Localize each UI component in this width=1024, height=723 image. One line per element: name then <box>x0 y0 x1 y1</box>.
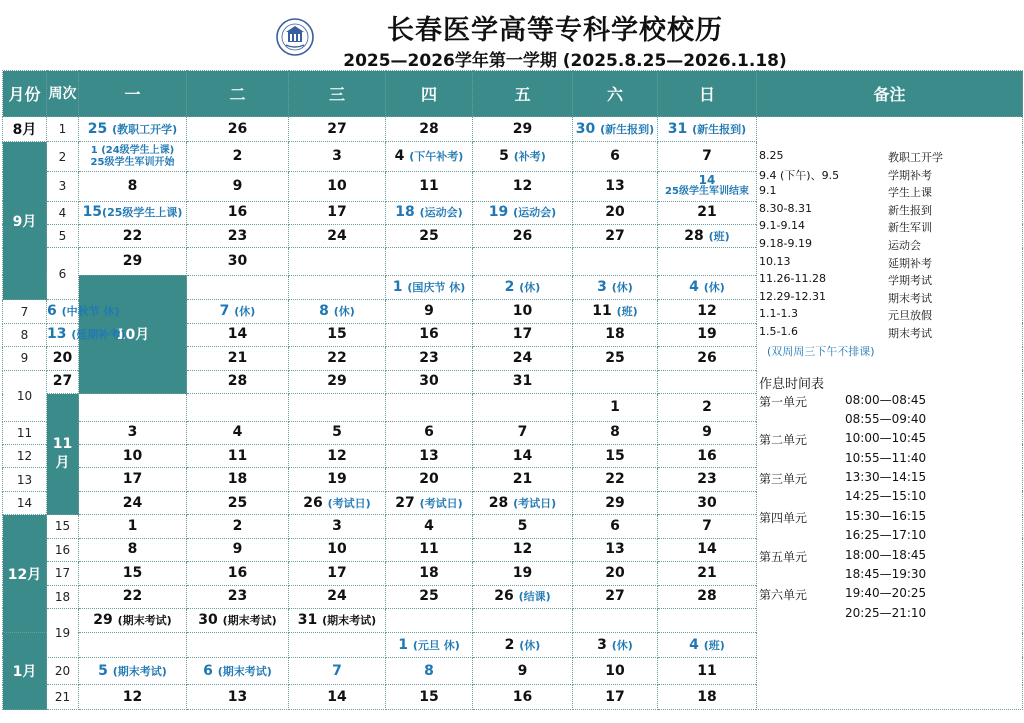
date-cell: 4 (下午补考) <box>386 142 473 172</box>
date-cell: 17 <box>79 468 187 491</box>
date-cell: 5 (补考) <box>473 142 573 172</box>
date-cell: 31 (新生报到) <box>658 117 757 142</box>
remark-item: 1.1-1.3 元旦放假 <box>759 307 932 323</box>
date-cell: 13 <box>386 444 473 467</box>
notes-header: 备注 <box>757 71 1023 117</box>
date-cell: 5 <box>289 421 386 444</box>
date-cell: 3 <box>289 515 386 538</box>
date-cell: 15 <box>386 685 473 710</box>
date-cell: 26 <box>187 117 289 142</box>
schedule-row: 第五单元 18:00—18:45 <box>759 547 927 564</box>
week-number: 5 <box>47 224 79 247</box>
schedule-row: 第四单元 15:30—16:15 <box>759 508 927 525</box>
schedule-row: 第二单元 10:00—10:45 <box>759 431 927 448</box>
week-number: 6 <box>47 248 79 300</box>
date-cell: 11 <box>386 172 473 202</box>
date-cell: 15(25级学生上课) <box>79 201 187 224</box>
month-jan: 1月 <box>3 633 47 710</box>
date-cell: 28 (班) <box>658 224 757 247</box>
sat-header: 六 <box>573 71 658 117</box>
week-number: 9 <box>3 347 47 370</box>
empty-cell <box>289 394 386 422</box>
date-cell: 27 (考试日) <box>386 491 473 514</box>
sun-header: 日 <box>658 71 757 117</box>
empty-cell <box>386 608 473 632</box>
date-cell: 25 <box>386 585 473 608</box>
date-cell: 19 <box>658 323 757 346</box>
date-cell: 16 <box>473 685 573 710</box>
date-cell: 31 <box>473 370 573 393</box>
week-number: 8 <box>3 323 47 346</box>
date-cell: 1 (元旦 休) <box>386 633 473 657</box>
date-cell: 3 (休) <box>573 633 658 657</box>
date-cell: 18 <box>573 323 658 346</box>
header <box>0 0 1024 70</box>
week-number: 17 <box>47 562 79 585</box>
date-cell: 6 (中秋节 休) <box>47 300 79 323</box>
date-cell: 12 <box>658 300 757 323</box>
date-cell: 17 <box>473 323 573 346</box>
schedule-title: 作息时间表 <box>759 376 825 392</box>
date-cell: 29 <box>289 370 386 393</box>
date-cell: 2 (休) <box>473 633 573 657</box>
schedule-row: 第一单元 08:00—08:45 <box>759 392 927 409</box>
week-number: 1 <box>47 117 79 142</box>
week-number: 15 <box>47 515 79 538</box>
page-title: 长春医学高等专科学校校历 <box>387 15 723 46</box>
date-cell: 30 (期末考试) <box>187 608 289 632</box>
date-cell: 13 <box>187 685 289 710</box>
date-cell: 29 <box>473 117 573 142</box>
remark-item: 10.13 延期补考 <box>759 254 932 270</box>
date-cell: 29 <box>573 491 658 514</box>
date-cell: 1 <box>79 515 187 538</box>
calendar-table <box>2 70 1023 710</box>
schedule-row: 20:25—21:10 <box>845 605 927 620</box>
empty-cell <box>289 248 386 276</box>
date-cell: 1 (国庆节 休) <box>386 275 473 299</box>
remark-item: 9.1 学生上课 <box>759 184 932 200</box>
date-cell: 25 (教职工开学) <box>79 117 187 142</box>
date-cell: 19 (运动会) <box>473 201 573 224</box>
date-cell: 15 <box>573 444 658 467</box>
month-nov: 11月 <box>47 394 79 515</box>
empty-cell <box>573 248 658 276</box>
date-cell: 14 <box>187 323 289 346</box>
week-number: 19 <box>47 608 79 657</box>
empty-cell <box>658 370 757 393</box>
empty-cell <box>187 633 289 657</box>
date-cell: 1 <box>573 394 658 422</box>
table-row <box>3 117 1023 142</box>
schedule-row: 14:25—15:10 <box>845 489 927 504</box>
remark-item: 9.18-9.19 运动会 <box>759 236 921 252</box>
remark-item: 1.5-1.6 期末考试 <box>759 324 932 340</box>
date-cell: 26 (考试日) <box>289 491 386 514</box>
date-cell: 5 (期末考试) <box>79 657 187 685</box>
date-cell: 28 <box>386 117 473 142</box>
date-cell: 26 <box>658 347 757 370</box>
date-cell: 11 (班) <box>573 300 658 323</box>
week-number: 16 <box>47 538 79 561</box>
date-cell: 15 <box>289 323 386 346</box>
date-cell: 29 <box>79 248 187 276</box>
date-cell: 25 <box>386 224 473 247</box>
week-number: 12 <box>3 444 47 467</box>
date-cell: 28 <box>187 370 289 393</box>
date-cell: 12 <box>289 444 386 467</box>
date-cell: 6 <box>573 142 658 172</box>
date-cell: 4 (休) <box>658 275 757 299</box>
empty-cell <box>473 394 573 422</box>
week-number: 7 <box>3 300 47 323</box>
date-cell: 10 <box>573 657 658 685</box>
date-cell: 10 <box>289 172 386 202</box>
date-cell: 23 <box>187 585 289 608</box>
fri-header: 五 <box>473 71 573 117</box>
remark-item: 12.29-12.31 期末考试 <box>759 289 932 305</box>
date-cell: 8 <box>79 172 187 202</box>
date-cell: 9 <box>187 172 289 202</box>
date-cell: 29 (期末考试) <box>79 608 187 632</box>
date-cell: 21 <box>658 562 757 585</box>
date-cell: 5 <box>473 515 573 538</box>
date-cell: 2 <box>658 394 757 422</box>
date-cell: 22 <box>79 585 187 608</box>
date-cell: 12 <box>79 685 187 710</box>
date-cell: 8 (休) <box>289 300 386 323</box>
date-cell: 26 <box>473 224 573 247</box>
date-cell: 22 <box>573 468 658 491</box>
date-cell: 2 <box>187 515 289 538</box>
empty-cell <box>473 608 573 632</box>
date-cell: 13 <box>573 538 658 561</box>
date-cell: 16 <box>187 201 289 224</box>
date-cell: 26 (结课) <box>473 585 573 608</box>
schedule-row: 18:45—19:30 <box>845 567 927 582</box>
mon-header: 一 <box>79 71 187 117</box>
date-cell: 22 <box>79 224 187 247</box>
date-cell: 17 <box>289 562 386 585</box>
date-cell: 23 <box>386 347 473 370</box>
date-cell: 15 <box>79 562 187 585</box>
week-number: 10 <box>3 370 47 421</box>
date-cell: 20 <box>573 201 658 224</box>
date-cell: 17 <box>289 201 386 224</box>
week-number: 14 <box>3 491 47 514</box>
date-cell: 21 <box>187 347 289 370</box>
thu-header: 四 <box>386 71 473 117</box>
schedule-row: 08:55—09:40 <box>845 411 927 426</box>
month-oct: 10月 <box>79 275 187 393</box>
month-header: 月份 <box>3 71 47 117</box>
date-cell: 18 <box>658 685 757 710</box>
date-cell: 6 <box>386 421 473 444</box>
empty-cell <box>473 248 573 276</box>
month-dec: 12月 <box>3 515 47 633</box>
date-cell: 14 <box>473 444 573 467</box>
date-cell: 19 <box>289 468 386 491</box>
date-cell: 12 <box>473 538 573 561</box>
date-cell: 17 <box>573 685 658 710</box>
date-cell: 10 <box>79 444 187 467</box>
remark-item: 11.26-11.28 学期考试 <box>759 272 932 288</box>
week-number: 2 <box>47 142 79 172</box>
date-cell: 18 <box>386 562 473 585</box>
date-cell: 4 <box>187 421 289 444</box>
remark-item: 8.30-8.31 新生报到 <box>759 201 932 217</box>
date-cell: 7 <box>658 515 757 538</box>
empty-cell <box>386 394 473 422</box>
month-sep: 9月 <box>3 142 47 300</box>
date-cell: 10 <box>473 300 573 323</box>
empty-cell <box>187 394 289 422</box>
date-cell: 9 <box>658 421 757 444</box>
date-cell: 6 <box>573 515 658 538</box>
empty-cell <box>79 394 187 422</box>
date-cell: 7 <box>658 142 757 172</box>
date-cell: 24 <box>473 347 573 370</box>
date-cell: 7 <box>289 657 386 685</box>
week-number: 21 <box>47 685 79 710</box>
schedule-row: 10:55—11:40 <box>845 450 927 465</box>
date-cell: 20 <box>573 562 658 585</box>
date-cell: 13 (延期补考) <box>47 323 79 346</box>
date-cell: 21 <box>658 201 757 224</box>
empty-cell <box>573 370 658 393</box>
remarks-panel <box>757 117 1023 710</box>
remarks-note: (双周周三下午不排课) <box>767 344 875 358</box>
date-cell: 9 <box>187 538 289 561</box>
date-cell: 6 (期末考试) <box>187 657 289 685</box>
date-cell: 23 <box>187 224 289 247</box>
date-cell: 3 <box>79 421 187 444</box>
date-cell: 4 <box>386 515 473 538</box>
date-cell: 18 (运动会) <box>386 201 473 224</box>
date-cell: 8 <box>79 538 187 561</box>
date-cell: 27 <box>47 370 79 393</box>
date-cell: 7 (休) <box>187 300 289 323</box>
remark-item: 9.4 (下午)、9.5 学期补考 <box>759 168 932 182</box>
date-cell: 24 <box>79 491 187 514</box>
date-cell: 11 <box>187 444 289 467</box>
schedule-row: 16:25—17:10 <box>845 528 927 543</box>
schedule-row: 第三单元 13:30—14:15 <box>759 470 927 487</box>
week-number: 20 <box>47 657 79 685</box>
date-cell: 12 <box>473 172 573 202</box>
date-cell: 14 <box>289 685 386 710</box>
date-cell: 7 <box>473 421 573 444</box>
date-cell: 27 <box>573 224 658 247</box>
empty-cell <box>658 608 757 632</box>
week-number: 4 <box>47 201 79 224</box>
week-number: 18 <box>47 585 79 608</box>
empty-cell <box>187 275 289 299</box>
page-subtitle: 2025—2026学年第一学期 (2025.8.25—2026.1.18) <box>343 51 787 71</box>
week-number: 3 <box>47 172 79 202</box>
week-number: 13 <box>3 468 47 491</box>
date-cell: 9 <box>473 657 573 685</box>
date-cell: 16 <box>386 323 473 346</box>
empty-cell <box>658 248 757 276</box>
empty-cell <box>386 248 473 276</box>
tue-header: 二 <box>187 71 289 117</box>
date-cell: 27 <box>573 585 658 608</box>
date-cell: 14 <box>658 538 757 561</box>
date-cell: 23 <box>658 468 757 491</box>
week-header: 周次 <box>47 71 79 117</box>
table-header-row <box>3 71 1023 117</box>
date-cell: 24 <box>289 585 386 608</box>
empty-cell <box>573 608 658 632</box>
date-cell: 30 <box>386 370 473 393</box>
date-cell: 20 <box>386 468 473 491</box>
remark-item: 9.1-9.14 新生军训 <box>759 219 932 235</box>
date-cell: 30 <box>187 248 289 276</box>
date-cell: 22 <box>289 347 386 370</box>
date-cell: 9 <box>386 300 473 323</box>
date-cell: 16 <box>187 562 289 585</box>
date-cell: 8 <box>573 421 658 444</box>
month-aug: 8月 <box>3 117 47 142</box>
date-cell: 31 (期末考试) <box>289 608 386 632</box>
remark-item: 8.25 教职工开学 <box>759 149 943 164</box>
date-cell: 30 <box>658 491 757 514</box>
date-cell: 11 <box>658 657 757 685</box>
week-number: 11 <box>3 421 47 444</box>
date-cell: 13 <box>573 172 658 202</box>
empty-cell <box>79 633 187 657</box>
date-cell: 3 <box>289 142 386 172</box>
date-cell: 18 <box>187 468 289 491</box>
date-cell: 20 <box>47 347 79 370</box>
date-cell: 21 <box>473 468 573 491</box>
date-cell: 28 (考试日) <box>473 491 573 514</box>
empty-cell <box>289 275 386 299</box>
date-cell: 27 <box>289 117 386 142</box>
date-cell: 14 25级学生军训结束 <box>658 172 757 202</box>
schedule-row: 第六单元 19:40—20:25 <box>759 586 927 603</box>
date-cell: 30 (新生报到) <box>573 117 658 142</box>
date-cell: 1 (24级学生上课) 25级学生军训开始 <box>79 142 187 172</box>
date-cell: 28 <box>658 585 757 608</box>
date-cell: 2 <box>187 142 289 172</box>
date-cell: 3 (休) <box>573 275 658 299</box>
date-cell: 25 <box>187 491 289 514</box>
date-cell: 2 (休) <box>473 275 573 299</box>
date-cell: 24 <box>289 224 386 247</box>
date-cell: 4 (班) <box>658 633 757 657</box>
date-cell: 8 <box>386 657 473 685</box>
date-cell: 19 <box>473 562 573 585</box>
date-cell: 11 <box>386 538 473 561</box>
date-cell: 25 <box>573 347 658 370</box>
date-cell: 16 <box>658 444 757 467</box>
empty-cell <box>289 633 386 657</box>
date-cell: 10 <box>289 538 386 561</box>
wed-header: 三 <box>289 71 386 117</box>
